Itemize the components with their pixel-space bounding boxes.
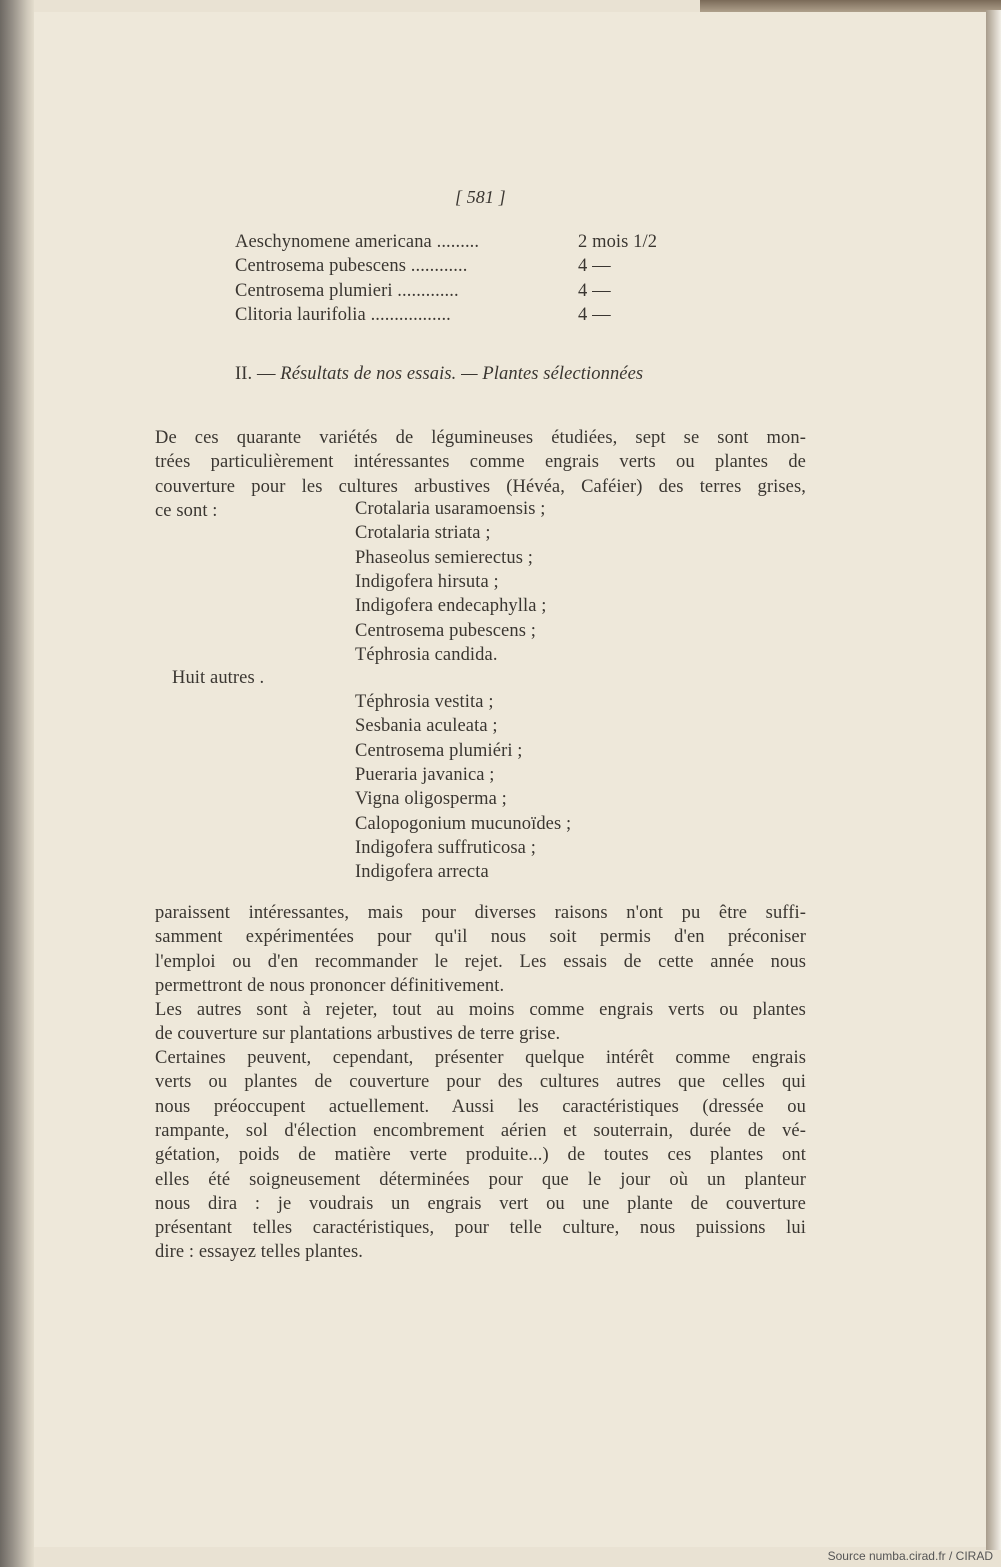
paragraph-line: rampante, sol d'élection encombrement aérien et souterrain, durée de vé- [155, 1120, 806, 1141]
plant-list-item: Crotalaria usaramoensis ; [355, 499, 546, 519]
paragraph-line: présentant telles caractéristiques, pour telle culture, nous puissions lui [155, 1218, 806, 1239]
table-row-value: 4 — [578, 280, 611, 301]
table-row-value: 4 — [578, 256, 611, 277]
paragraph-line: ce sont : [155, 500, 218, 521]
plant-list-item: Indigofera suffruticosa ; [355, 837, 536, 858]
plant-list-item: Pueraria javanica ; [355, 764, 495, 785]
paragraph-line: couverture pour les cultures arbustives (Hévéa, Caféier) des terres grises, [155, 476, 806, 497]
paragraph-line: l'emploi ou d'en recommander le rejet. Les essais de cette année nous [155, 951, 806, 972]
plant-list-item: Téphrosia vestita ; [355, 692, 494, 712]
paragraph-line: paraissent intéressantes, mais pour diverses raisons n'ont pu être suffi- [155, 903, 806, 923]
heading-prefix: II. — [235, 364, 281, 384]
page-right-edge [986, 10, 1001, 1550]
paragraph-line: nous préoccupent actuellement. Aussi les caractéristiques (dressée ou [155, 1096, 806, 1117]
paragraph-line: de couverture sur plantations arbustives de terre grise. [155, 1024, 561, 1045]
table-row-value: 2 mois 1/2 [578, 232, 658, 252]
table-row-name: Centrosema pubescens ............ [235, 256, 468, 277]
paragraph-line: samment expérimentées pour qu'il nous soit permis d'en préconiser [155, 927, 806, 948]
paragraph-line: elles été soigneusement déterminées pour que le jour où un planteur [155, 1169, 806, 1190]
paragraph-line: verts ou plantes de couverture pour des cultures autres que celles qui [155, 1072, 806, 1093]
table-row-name: Aeschynomene americana ......... [235, 232, 480, 252]
paragraph-line: trées particulièrement intéressantes comme engrais verts ou plantes de [155, 452, 806, 473]
plant-list-item: Indigofera hirsuta ; [355, 571, 499, 592]
plant-list-item: Indigofera endecaphylla ; [355, 596, 547, 617]
plant-list-item: Crotalaria striata ; [355, 523, 491, 544]
plant-list-item: Phaseolus semierectus ; [355, 547, 534, 568]
section-heading [235, 363, 643, 385]
plant-list-item: Centrosema pubescens ; [355, 620, 536, 641]
paragraph-line: dire : essayez telles plantes. [155, 1242, 363, 1263]
page-number: [ 581 ] [455, 187, 506, 207]
plant-list-item: Vigna oligosperma ; [355, 789, 507, 810]
plant-list-item: Indigofera arrecta [355, 862, 489, 883]
plant-list-item: Centrosema plumiéri ; [355, 740, 523, 761]
plant-list-item: Sesbania aculeata ; [355, 716, 498, 737]
plant-list-item: Téphrosia candida. [355, 644, 498, 665]
huit-autres-label: Huit autres . [172, 668, 265, 688]
table-row-value: 4 — [578, 304, 611, 325]
table-row-name: Centrosema plumieri ............. [235, 280, 459, 301]
source-credit: Source numba.cirad.fr / CIRAD [827, 1549, 993, 1563]
paragraph-line: nous dira : je voudrais un engrais vert ou une plante de couverture [155, 1193, 806, 1214]
table-row-name: Clitoria laurifolia ................. [235, 304, 451, 325]
paragraph-line: Certaines peuvent, cependant, présenter quelque intérêt comme engrais [155, 1048, 806, 1068]
paragraph-line: permettront de nous prononcer définitivement. [155, 975, 505, 996]
book-spine [0, 0, 34, 1567]
heading-title: Résultats de nos essais. — Plantes sélectionnées [280, 364, 644, 384]
paragraph-line: Les autres sont à rejeter, tout au moins comme engrais verts ou plantes [155, 1000, 806, 1020]
paragraph-line: De ces quarante variétés de légumineuses étudiées, sept se sont mon- [155, 428, 806, 448]
paragraph-line: gétation, poids de matière verte produite...) de toutes ces plantes ont [155, 1145, 806, 1166]
scanned-page [34, 12, 988, 1547]
plant-list-item: Calopogonium mucunoïdes ; [355, 813, 572, 834]
